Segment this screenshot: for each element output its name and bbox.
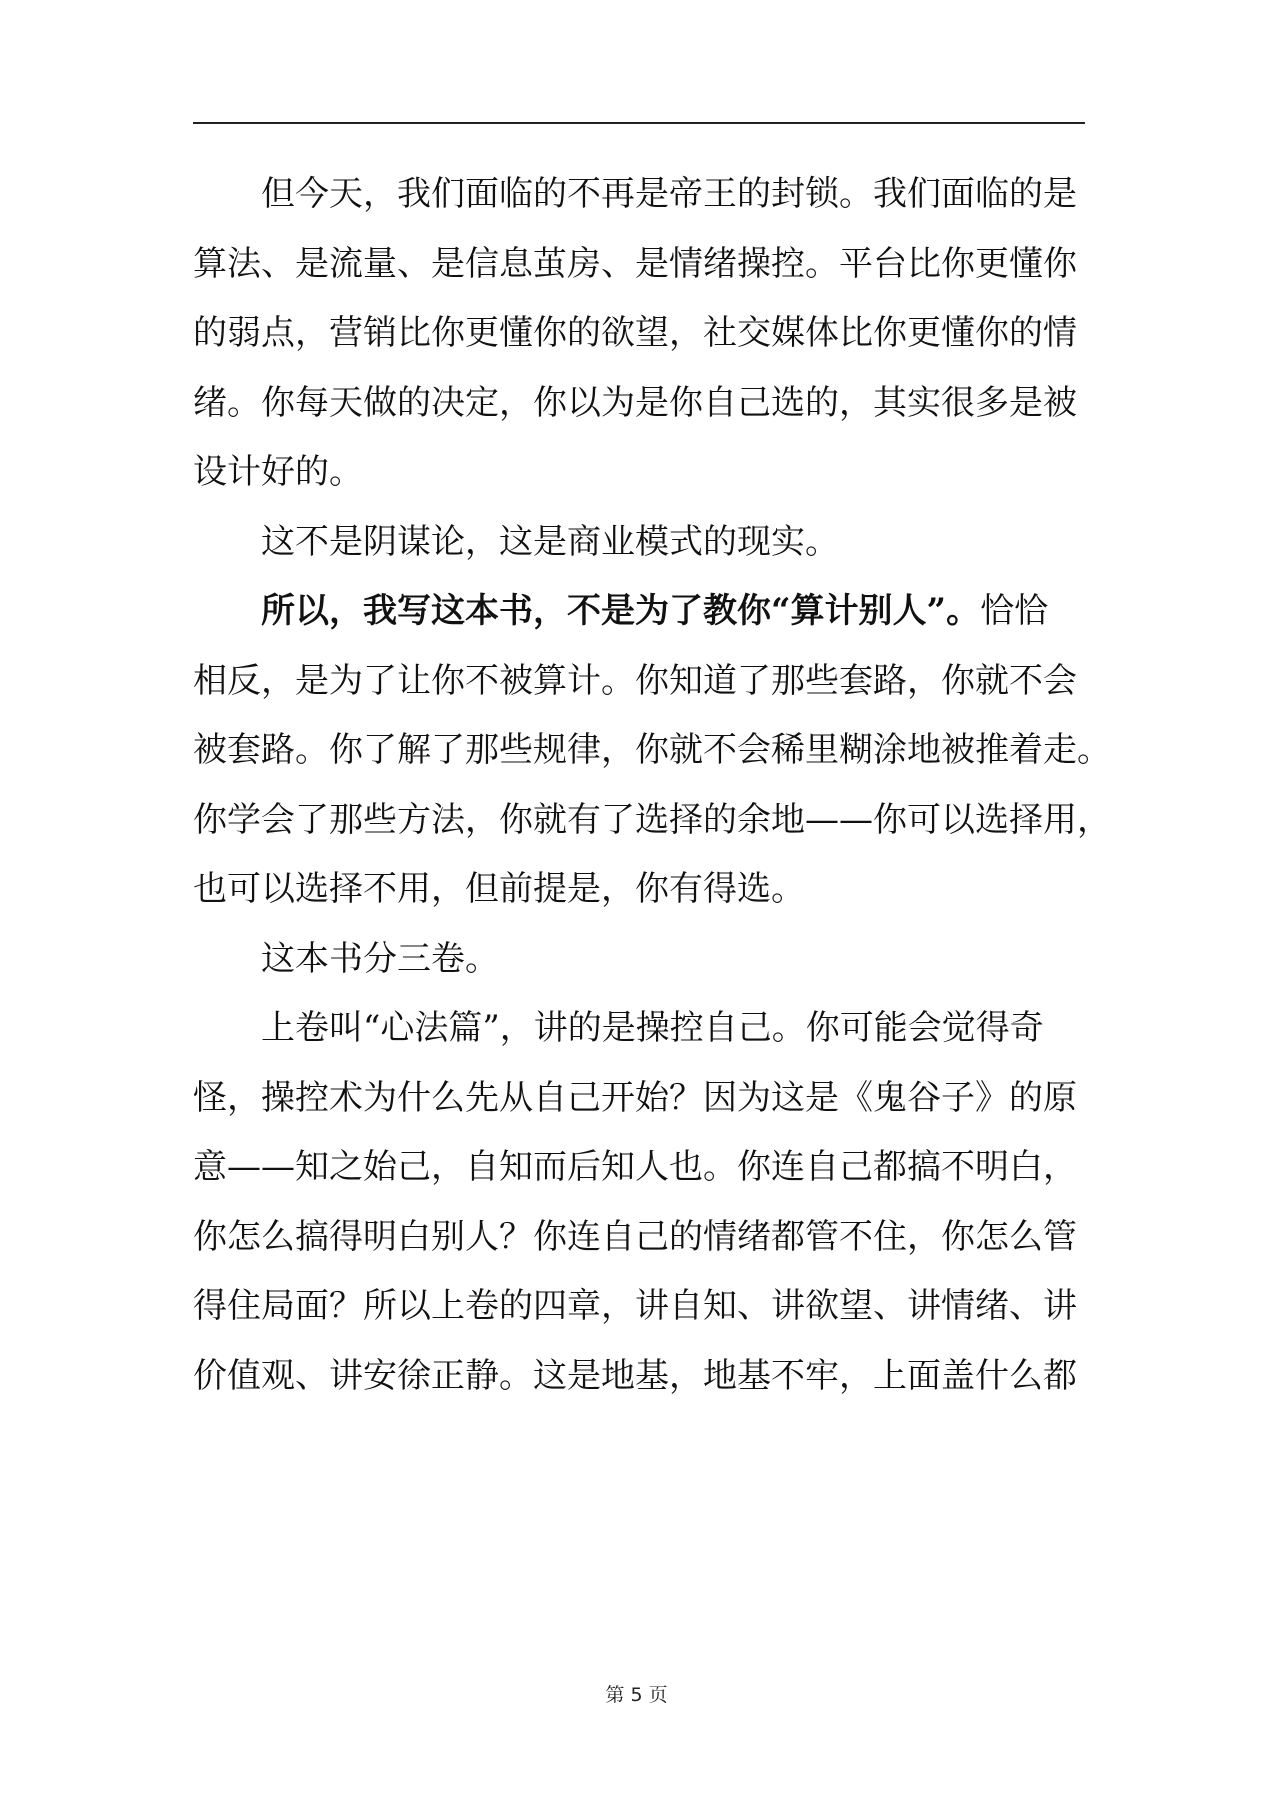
body-text [193, 160, 1111, 1411]
header-rule [193, 122, 1085, 124]
paragraph [193, 160, 1085, 508]
paragraph [193, 577, 1111, 925]
text-line: 算法、是流量、是信息茧房、是情绪操控。平台比你更懂你 [193, 243, 1077, 284]
text-line: 的弱点，营销比你更懂你的欲望，社交媒体比你更懂你的情 [193, 313, 1077, 353]
text-line: 得住局面？所以上卷的四章，讲自知、讲欲望、讲情绪、讲 [193, 1286, 1077, 1326]
paragraph [193, 994, 1085, 1411]
text-line: 怪，操控术为什么先从自己开始？因为这是《鬼谷子》的原 [193, 1077, 1077, 1118]
bold-emphasis: 所以，我写这本书，不是为了教你“算计别人”。 [261, 591, 981, 631]
text-line: 也可以选择不用，但前提是，你有得选。 [193, 869, 805, 909]
text-line: 绪。你每天做的决定，你以为是你自己选的，其实很多是被 [193, 382, 1077, 423]
paragraph [193, 508, 1085, 578]
text-line: 这不是阴谋论，这是商业模式的现实。 [261, 521, 839, 562]
text-line: 你怎么搞得明白别人？你连自己的情绪都管不住，你怎么管 [193, 1216, 1077, 1257]
text-line: 被套路。你了解了那些规律，你就不会稀里糊涂地被推着走。 [193, 730, 1111, 770]
text-line: 你学会了那些方法，你就有了选择的余地——你可以选择用， [193, 799, 1111, 840]
text-line: 相反，是为了让你不被算计。你知道了那些套路，你就不会 [193, 660, 1077, 701]
text-line: 意——知之始己，自知而后知人也。你连自己都搞不明白， [193, 1147, 1077, 1187]
text-line: 设计好的。 [193, 452, 363, 492]
page-number: 第 5 页 [605, 1684, 668, 1706]
paragraph [193, 925, 1085, 995]
text-run: 恰恰 [980, 591, 1049, 631]
text-line: 价值观、讲安徐正静。这是地基，地基不牢，上面盖什么都 [193, 1355, 1077, 1396]
text-line: 但今天，我们面临的不再是帝王的封锁。我们面临的是 [261, 174, 1077, 214]
text-line: 上卷叫“心法篇”，讲的是操控自己。你可能会觉得奇 [261, 1008, 1044, 1048]
text-line: 这本书分三卷。 [261, 938, 499, 979]
text-line [193, 577, 1085, 647]
